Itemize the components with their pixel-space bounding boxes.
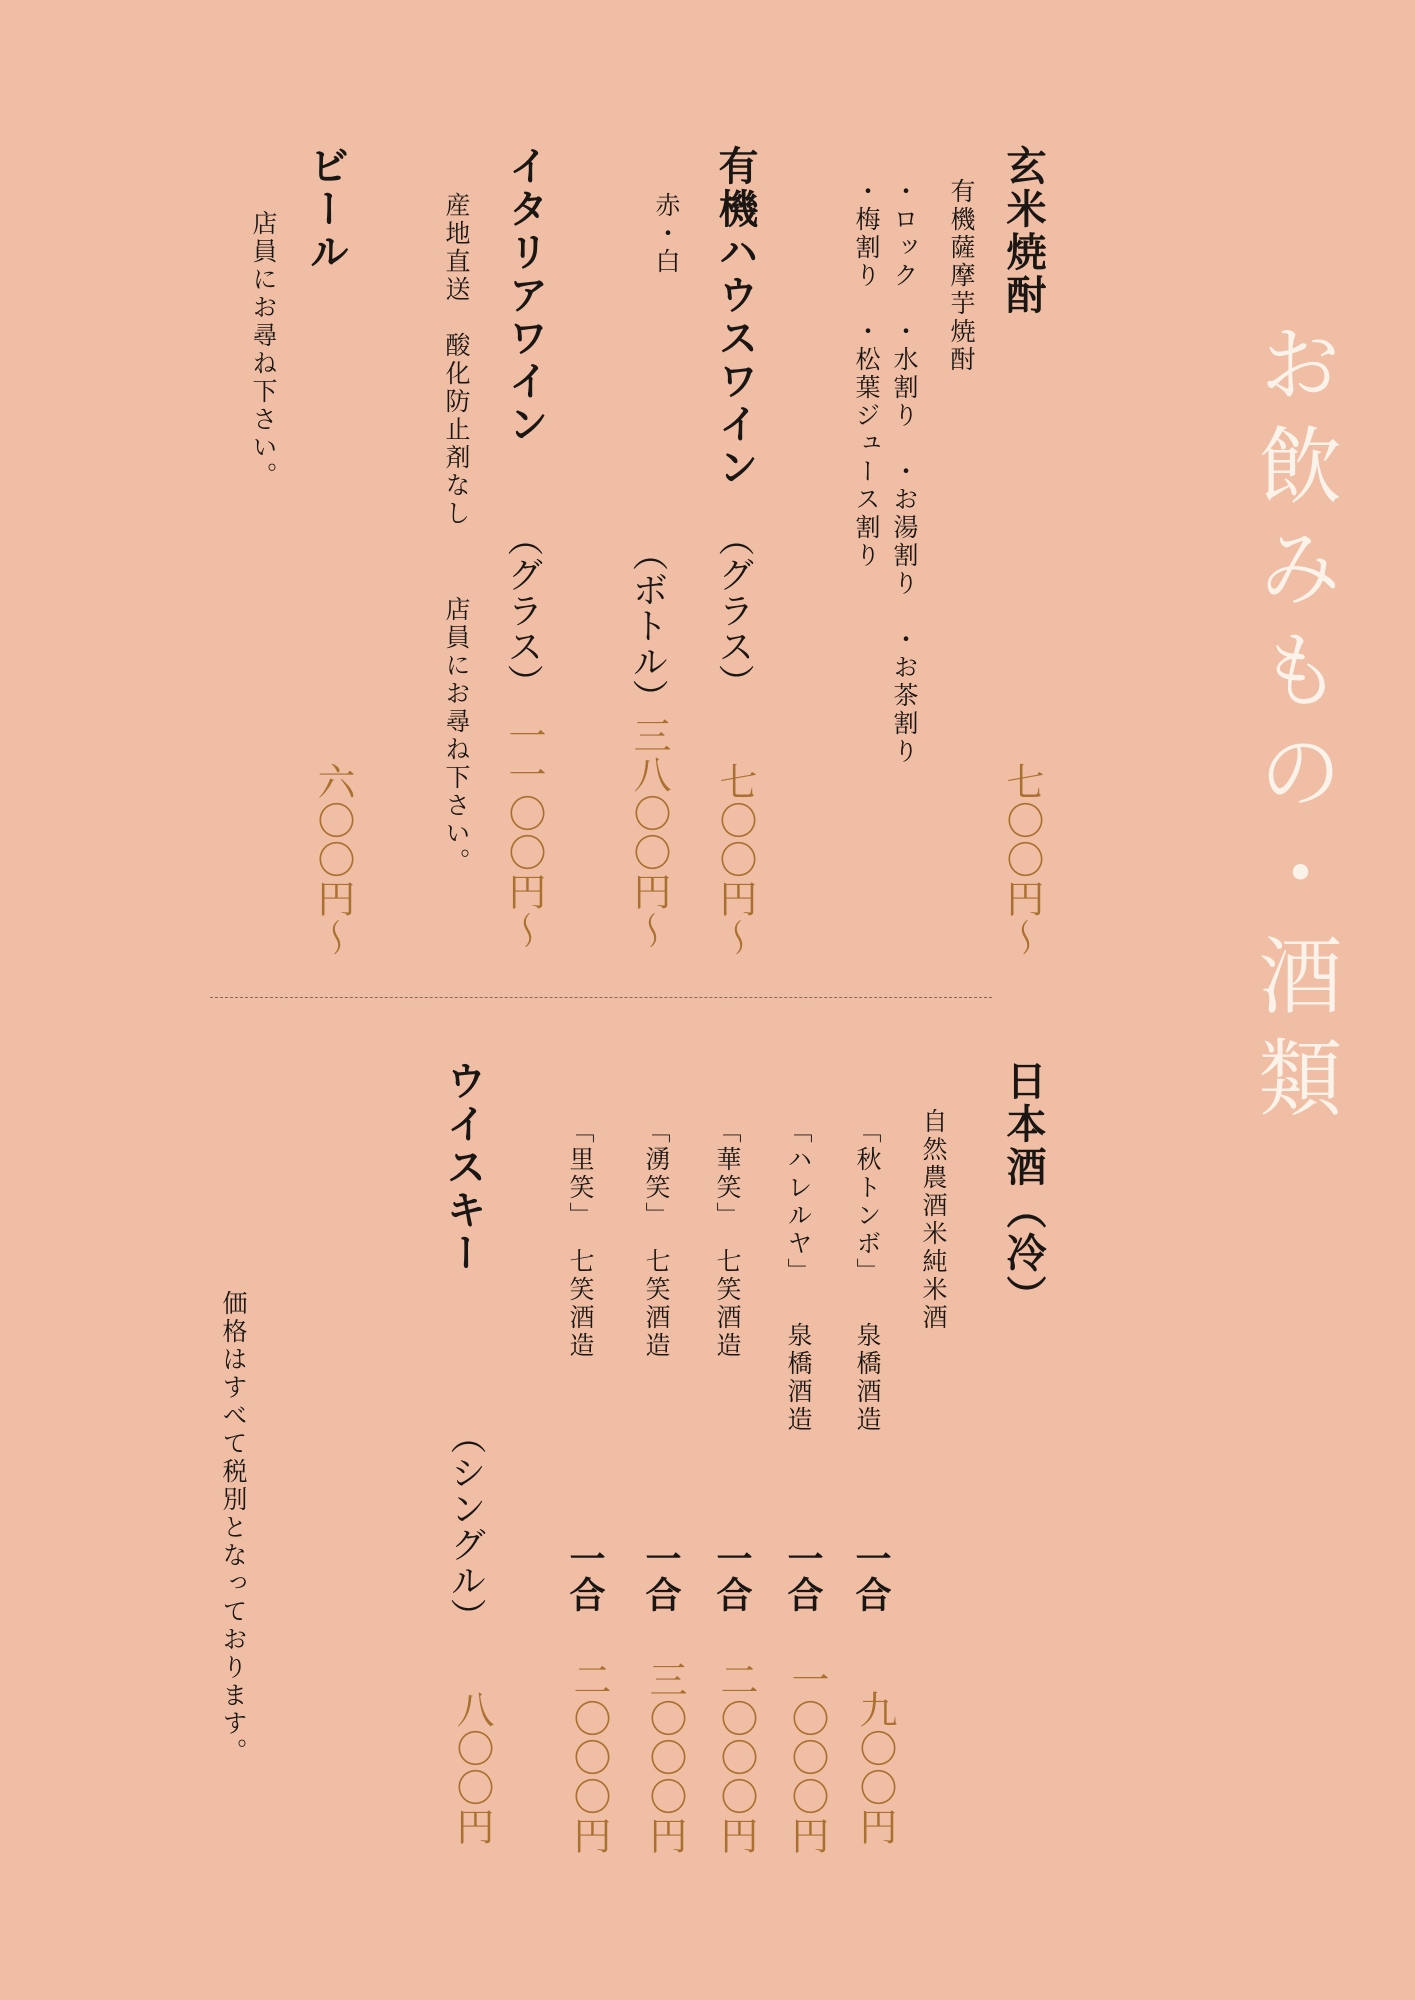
sake-item-brewery: 七笑酒造 bbox=[713, 1248, 742, 1360]
italian-wine-title: イタリアワイン bbox=[502, 145, 549, 446]
section-divider bbox=[210, 997, 992, 998]
sake-item-unit: 一合 bbox=[850, 1540, 892, 1612]
sake-item-unit: 一合 bbox=[640, 1540, 682, 1612]
sake-item-name: 「華笑」 bbox=[713, 1118, 742, 1230]
beer-note: 店員にお尋ね下さい。 bbox=[249, 210, 278, 490]
whisky-title: ウイスキー bbox=[440, 1060, 487, 1275]
tax-note: 価格はすべて税別となっております。 bbox=[219, 1290, 248, 1766]
sake-item-name: 「湧笑」 bbox=[642, 1118, 671, 1230]
house-wine-glass-price: 七〇〇円～ bbox=[713, 762, 757, 957]
sake-item-price: 二〇〇〇円 bbox=[567, 1660, 611, 1855]
italian-wine-note-2: 店員にお尋ね下さい。 bbox=[442, 596, 471, 876]
shochu-styles-2: ・梅割り ・松葉ジュース割り bbox=[852, 178, 881, 570]
sake-item-price: 一〇〇〇円 bbox=[785, 1660, 829, 1855]
sake-item-brewery: 泉橋酒造 bbox=[784, 1322, 813, 1434]
beer-title: ビール bbox=[303, 145, 350, 274]
italian-wine-note-1: 産地直送 酸化防止剤なし bbox=[442, 192, 471, 528]
sake-item-unit: 一合 bbox=[564, 1540, 606, 1612]
sake-item-price: 三〇〇〇円 bbox=[643, 1660, 687, 1855]
sake-item-name: 「里笑」 bbox=[566, 1118, 595, 1230]
sake-item-price: 九〇〇円 bbox=[853, 1690, 897, 1846]
sake-item-name: 「ハレルヤ」 bbox=[784, 1118, 813, 1286]
house-wine-glass-label: （グラス） bbox=[713, 520, 754, 700]
beer-price: 六〇〇円～ bbox=[311, 762, 355, 957]
page-title: お飲みもの・酒類 bbox=[1245, 320, 1343, 1136]
shochu-price: 七〇〇円～ bbox=[1000, 762, 1044, 957]
italian-wine-glass-label: （グラス） bbox=[502, 520, 543, 700]
shochu-styles-1: ・ロック ・水割り ・お湯割り ・お茶割り bbox=[890, 178, 919, 766]
sake-title: 日本酒（冷） bbox=[1000, 1060, 1047, 1318]
sake-item-brewery: 泉橋酒造 bbox=[853, 1322, 882, 1434]
sake-item-name: 「秋トンボ」 bbox=[853, 1118, 882, 1286]
whisky-price: 八〇〇円 bbox=[450, 1690, 494, 1846]
sake-item-brewery: 七笑酒造 bbox=[642, 1248, 671, 1360]
italian-wine-glass-price: 一一〇〇円～ bbox=[502, 716, 546, 950]
sake-item-price: 二〇〇〇円 bbox=[714, 1660, 758, 1855]
sake-item-unit: 一合 bbox=[711, 1540, 753, 1612]
sake-item-unit: 一合 bbox=[782, 1540, 824, 1612]
whisky-single-label: （シングル） bbox=[445, 1418, 486, 1634]
shochu-description: 有機薩摩芋焼酎 bbox=[947, 178, 976, 374]
house-wine-bottle-label: （ボトル） bbox=[627, 535, 668, 715]
house-wine-bottle-price: 三八〇〇円～ bbox=[627, 716, 671, 950]
house-wine-varieties: 赤・白 bbox=[652, 192, 681, 276]
sake-description: 自然農酒米純米酒 bbox=[919, 1108, 948, 1332]
house-wine-title: 有機ハウスワイン bbox=[712, 145, 759, 489]
sake-item-brewery: 七笑酒造 bbox=[566, 1248, 595, 1360]
shochu-title: 玄米焼酎 bbox=[1000, 145, 1047, 317]
